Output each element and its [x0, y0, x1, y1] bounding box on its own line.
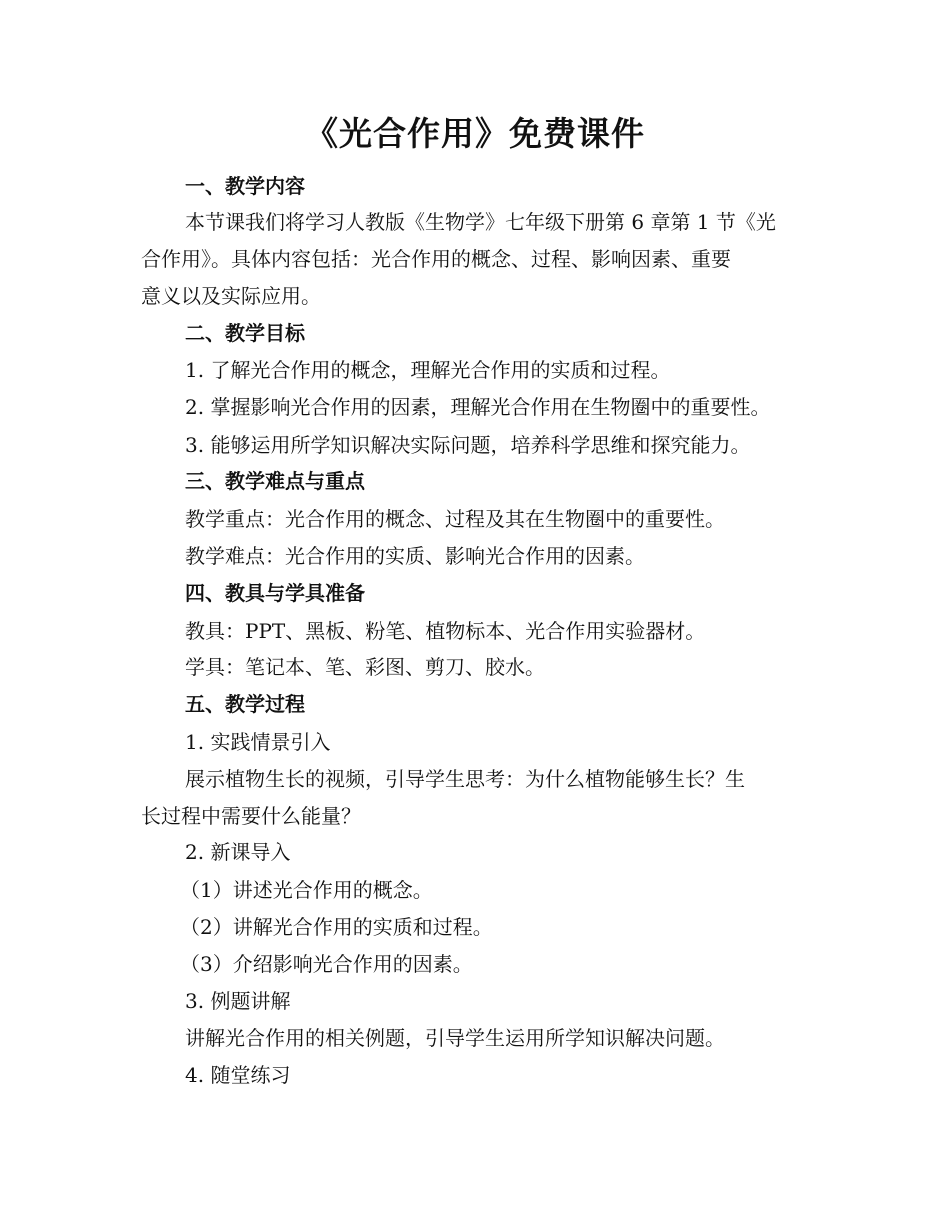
section-heading-teaching-goals: 二、教学目标 [185, 321, 305, 345]
paragraph-line: 合作用》。具体内容包括：光合作用的概念、过程、影响因素、重要 [141, 247, 731, 271]
paragraph-line: 长过程中需要什么能量？ [141, 804, 361, 828]
section-heading-teaching-content: 一、教学内容 [185, 174, 305, 198]
paragraph-line: 意义以及实际应用。 [141, 284, 321, 308]
list-item: 1. 了解光合作用的概念，理解光合作用的实质和过程。 [185, 358, 671, 382]
list-item: （2）讲解光合作用的实质和过程。 [180, 915, 493, 939]
list-item: （3）介绍影响光合作用的因素。 [180, 952, 473, 976]
list-item: （1）讲述光合作用的概念。 [180, 878, 433, 902]
paragraph-line: 展示植物生长的视频，引导学生思考：为什么植物能够生长？生 [185, 767, 745, 791]
step-heading: 1. 实践情景引入 [185, 730, 331, 754]
list-item: 3. 能够运用所学知识解决实际问题，培养科学思维和探究能力。 [185, 433, 751, 457]
paragraph-line: 本节课我们将学习人教版《生物学》七年级下册第 6 章第 1 节《光 [185, 210, 776, 234]
section-heading-key-points: 三、教学难点与重点 [185, 469, 365, 493]
document-title: 《光合作用》免费课件 [305, 114, 645, 153]
list-item: 教学难点：光合作用的实质、影响光合作用的因素。 [185, 544, 645, 568]
section-heading-materials: 四、教具与学具准备 [185, 581, 365, 605]
step-heading: 2. 新课导入 [185, 840, 291, 864]
paragraph-line: 讲解光合作用的相关例题，引导学生运用所学知识解决问题。 [185, 1026, 725, 1050]
list-item: 学具：笔记本、笔、彩图、剪刀、胶水。 [185, 655, 545, 679]
list-item: 教具：PPT、黑板、粉笔、植物标本、光合作用实验器材。 [185, 619, 706, 643]
step-heading: 4. 随堂练习 [185, 1063, 291, 1087]
step-heading: 3. 例题讲解 [185, 989, 291, 1013]
list-item: 2. 掌握影响光合作用的因素，理解光合作用在生物圈中的重要性。 [185, 395, 771, 419]
list-item: 教学重点：光合作用的概念、过程及其在生物圈中的重要性。 [185, 507, 725, 531]
section-heading-teaching-process: 五、教学过程 [185, 692, 305, 716]
